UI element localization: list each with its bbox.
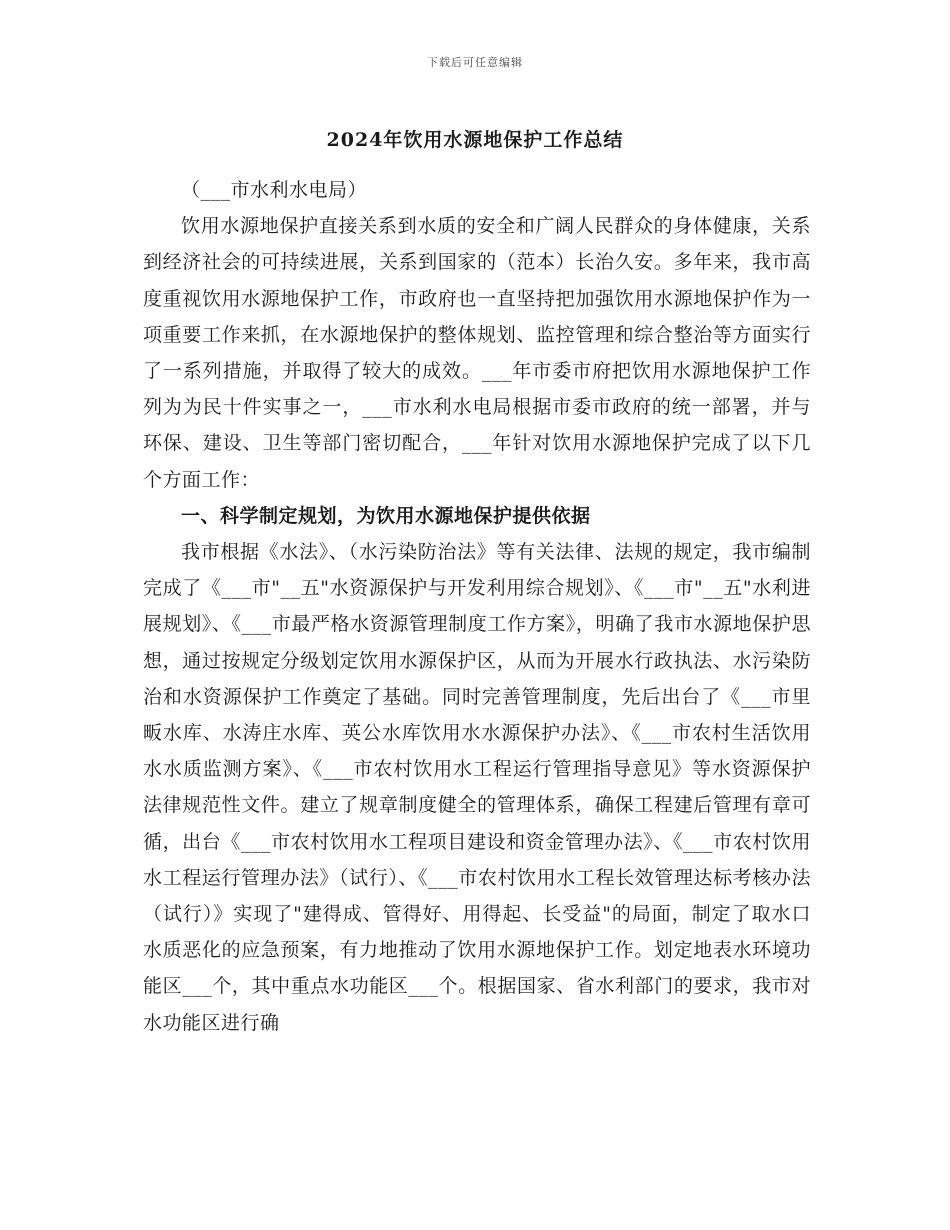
document-title: 2024年饮用水源地保护工作总结 xyxy=(326,129,624,151)
header-note: 下载后可任意编辑 xyxy=(427,56,523,69)
paragraph-planning: 我市根据《水法》、（水污染防治法》等有关法律、法规的规定，我市编制完成了《___市"__五"水资源保护与开发利用综合规划》、《___市"__五"水利进展规划》、《___市最严格水资源管理制度工作方案》，明确了我市水源地保护思想，通过按规定分级划定饮用水源保护区，从而为开展水行政执法、水污染防治和水资源保护工作奠定了基础。同时完善管理制度，先后出台了《___市里畈水库、水涛庄水库、英公水库饮用水水源保护办法》、《___市农村生活饮用水水质监测方案》、《___市农村饮用水工程运行管理指导意见》等水资源保护法律规范性文件。建立了规章制度健全的管理体系，确保工程建后管理有章可循，出台《___市农村饮用水工程项目建设和资金管理办法》、《___市农村饮用水工程运行管理办法》（试行）、《___市农村饮用水工程长效管理达标考核办法（试行）》实现了"建得成、管得好、用得起、长受益"的局面，制定了取水口水质恶化的应急预案，有力地推动了饮用水源地保护工作。划定地表水环境功能区___个，其中重点水功能区___个。根据国家、省水利部门的要求，我市对水功能区进行确 xyxy=(143,541,811,1034)
document-body xyxy=(143,172,811,1041)
paragraph-intro: 饮用水源地保护直接关系到水质的安全和广阔人民群众的身体健康，关系到经济社会的可持续进展，关系到国家的（范本）长治久安。多年来，我市高度重视饮用水源地保护工作，市政府也一直坚持把加强饮用水源地保护作为一项重要工作来抓，在水源地保护的整体规划、监控管理和综合整治等方面实行了一系列措施，并取得了较大的成效。___年市委市府把饮用水源地保护工作列为为民十件实事之一，___市水利水电局根据市委市政府的统一部署，并与环保、建设、卫生等部门密切配合，___年针对饮用水源地保护完成了以下几个方面工作： xyxy=(143,215,811,491)
document-subtitle: （___市水利水电局） xyxy=(181,179,368,201)
section-heading-1: 一、科学制定规划，为饮用水源地保护提供依据 xyxy=(181,504,591,527)
